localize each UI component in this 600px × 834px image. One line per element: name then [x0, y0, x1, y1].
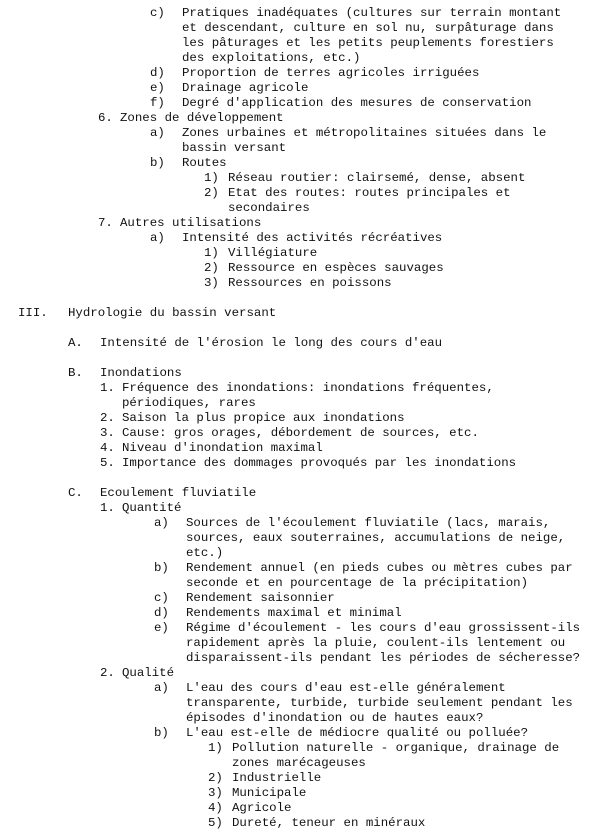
item-text: périodiques, rares: [122, 396, 256, 410]
item-marker: 1.: [100, 381, 115, 395]
item-text: bassin versant: [182, 141, 287, 155]
item-marker: b): [154, 726, 169, 740]
item-text: Saison la plus propice aux inondations: [122, 411, 405, 425]
item-text: Fréquence des inondations: inondations fréquentes,: [122, 381, 494, 395]
item-text: épisodes d'inondation ou de hautes eaux?: [186, 711, 484, 725]
item-text: transparente, turbide, turbide seulement pendant les: [186, 696, 573, 710]
item-text: Agricole: [232, 801, 292, 815]
item-text: Degré d'application des mesures de conservation: [182, 96, 532, 110]
section-marker: III.: [18, 306, 48, 320]
item-text: disparaissent-ils pendant les périodes de sécheresse?: [186, 651, 581, 665]
item-marker: a): [150, 231, 165, 245]
item-marker: C.: [68, 486, 83, 500]
item-marker: A.: [68, 336, 83, 350]
item-text: Inondations: [100, 366, 182, 380]
item-marker: 4): [208, 801, 223, 815]
item-text: Quantité: [122, 501, 182, 515]
item-text: Intensité des activités récréatives: [182, 231, 443, 245]
item-marker: b): [150, 156, 165, 170]
item-text: Etat des routes: routes principales et: [228, 186, 511, 200]
item-text: secondaires: [228, 201, 310, 215]
item-text: Rendements maximal et minimal: [186, 606, 402, 620]
item-text: seconde et en pourcentage de la précipitation): [186, 576, 529, 590]
item-text: Zones urbaines et métropolitaines situées dans le: [182, 126, 547, 140]
item-text: Régime d'écoulement - les cours d'eau grossissent-ils: [186, 621, 581, 635]
item-text: Ecoulement fluviatile: [100, 486, 257, 500]
item-marker: 2): [204, 261, 219, 275]
item-text: Rendement annuel (en pieds cubes ou mètres cubes par: [186, 561, 573, 575]
item-marker: a): [150, 126, 165, 140]
item-marker: 5): [208, 816, 223, 830]
item-text: Proportion de terres agricoles irriguées: [182, 66, 480, 80]
item-marker: 2.: [100, 411, 115, 425]
item-marker: 1): [208, 741, 223, 755]
item-marker: 6.: [98, 111, 113, 125]
item-text: rapidement après la pluie, coulent-ils lentement ou: [186, 636, 566, 650]
item-text: etc.): [186, 546, 224, 560]
item-marker: 1.: [100, 501, 115, 515]
item-text: Rendement saisonnier: [186, 591, 335, 605]
item-marker: d): [154, 606, 169, 620]
item-text: Cause: gros orages, débordement de sources, etc.: [122, 426, 479, 440]
item-text: Ressources en poissons: [228, 276, 392, 290]
item-text: Villégiature: [228, 246, 318, 260]
item-marker: e): [154, 621, 169, 635]
item-marker: 1): [204, 171, 219, 185]
item-text: Ressource en espèces sauvages: [228, 261, 444, 275]
item-text: Intensité de l'érosion le long des cours d'eau: [100, 336, 443, 350]
item-marker: 3): [204, 276, 219, 290]
item-marker: d): [150, 66, 165, 80]
item-marker: a): [154, 516, 169, 530]
item-text: L'eau des cours d'eau est-elle généralement: [186, 681, 506, 695]
item-text: zones marécageuses: [232, 756, 366, 770]
item-marker: B.: [68, 366, 83, 380]
item-text: et descendant, culture en sol nu, surpâturage dans: [182, 21, 554, 35]
item-text: Niveau d'inondation maximal: [122, 441, 323, 455]
item-text: des exploitations, etc.): [182, 51, 361, 65]
item-text: Sources de l'écoulement fluviatile (lacs, marais,: [186, 516, 551, 530]
item-marker: 7.: [98, 216, 113, 230]
item-text: Réseau routier: clairsemé, dense, absent: [228, 171, 526, 185]
item-text: L'eau est-elle de médiocre qualité ou polluée?: [186, 726, 529, 740]
item-text: les pâturages et les petits peuplements forestiers: [182, 36, 554, 50]
item-marker: b): [154, 561, 169, 575]
item-marker: 2.: [100, 666, 115, 680]
item-text: Routes: [182, 156, 227, 170]
item-text: Zones de développement: [120, 111, 284, 125]
item-marker: 2): [208, 771, 223, 785]
section-title: Hydrologie du bassin versant: [68, 306, 277, 320]
item-marker: 2): [204, 186, 219, 200]
item-marker: 3.: [100, 426, 115, 440]
item-marker: 1): [204, 246, 219, 260]
item-text: Autres utilisations: [120, 216, 262, 230]
item-text: Dureté, teneur en minéraux: [232, 816, 426, 830]
item-text: Industrielle: [232, 771, 322, 785]
item-text: sources, eaux souterraines, accumulations de neige,: [186, 531, 566, 545]
item-marker: 4.: [100, 441, 115, 455]
item-marker: c): [154, 591, 169, 605]
item-marker: c): [150, 6, 165, 20]
item-text: Municipale: [232, 786, 307, 800]
item-marker: 3): [208, 786, 223, 800]
item-marker: e): [150, 81, 165, 95]
item-text: Qualité: [122, 666, 175, 680]
item-text: Pratiques inadéquates (cultures sur terrain montant: [182, 6, 562, 20]
item-marker: a): [154, 681, 169, 695]
item-text: Importance des dommages provoqués par les inondations: [122, 456, 517, 470]
item-text: Drainage agricole: [182, 81, 309, 95]
item-marker: f): [150, 96, 165, 110]
item-text: Pollution naturelle - organique, drainage de: [232, 741, 560, 755]
item-marker: 5.: [100, 456, 115, 470]
